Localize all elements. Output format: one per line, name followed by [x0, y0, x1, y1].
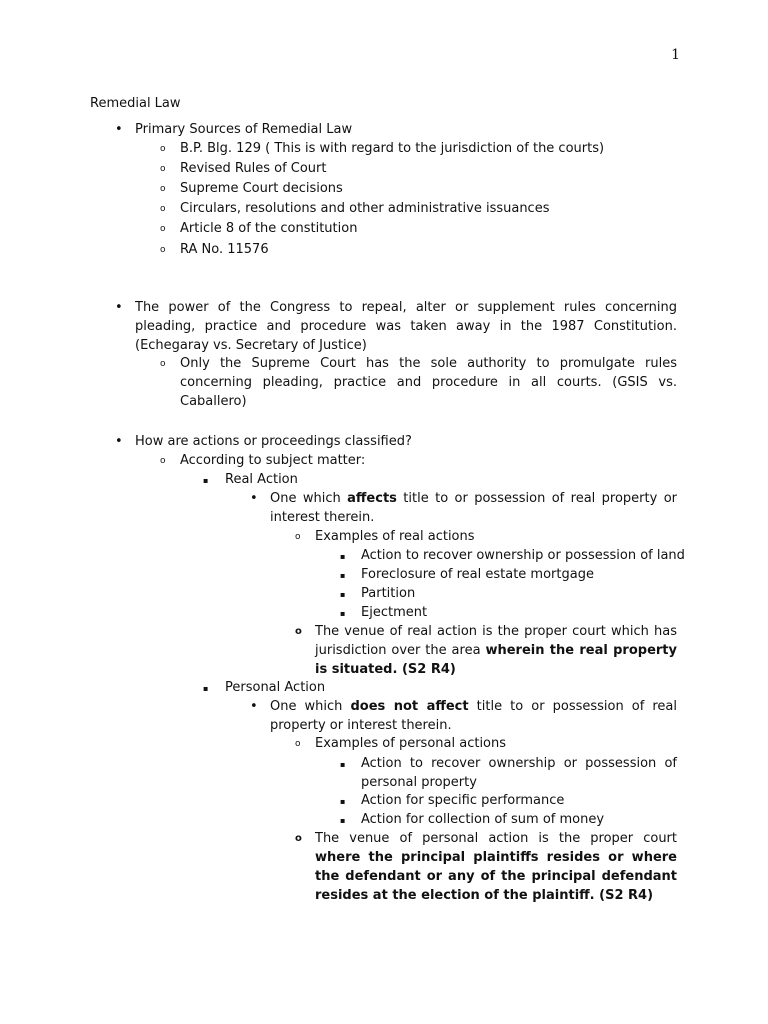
bullet-marker: •	[115, 122, 123, 137]
circle-marker: o	[160, 164, 166, 174]
example-item: Partition	[361, 586, 416, 601]
personal-action-definition	[270, 697, 677, 735]
square-marker: ▪	[340, 760, 346, 769]
real-action-venue	[315, 622, 677, 679]
circle-marker: o	[160, 204, 166, 214]
circle-marker: o	[160, 144, 166, 154]
section-heading: How are actions or proceedings classified?	[135, 434, 412, 449]
section-heading: Primary Sources of Remedial Law	[135, 122, 353, 137]
example-item: Action for specific performance	[361, 793, 565, 808]
example-item: Ejectment	[361, 605, 428, 620]
circle-marker: o	[160, 224, 166, 234]
square-marker: ▪	[203, 684, 209, 693]
sub-paragraph: Only the Supreme Court has the sole authority to promulgate rules concerning pleading, practice and procedure in all courts. (GSIS vs. Caballero)	[180, 356, 677, 409]
circle-marker: o	[160, 456, 166, 466]
example-item: Foreclosure of real estate mortgage	[361, 567, 594, 582]
square-marker: ▪	[340, 571, 346, 580]
bullet-marker: •	[115, 300, 123, 315]
circle-marker: o	[295, 739, 301, 749]
circle-marker: o	[160, 245, 166, 255]
definition-text: title to or possession of real property or interest therein.	[270, 699, 677, 733]
example-item: Action to recover ownership or possession of land	[361, 548, 685, 563]
circle-marker: o	[295, 833, 302, 844]
square-marker: ▪	[340, 609, 346, 618]
sub-heading: According to subject matter:	[180, 453, 366, 468]
examples-label: Examples of real actions	[315, 529, 475, 544]
venue-emphasis: where the principal plaintiffs resides or where the defendant or any of the principal defendant resides at the election of the plaintiff. (S2 R4)	[315, 850, 677, 903]
definition-text: One which	[270, 491, 348, 506]
definition-text: One which	[270, 699, 351, 714]
page-number: 1	[671, 47, 680, 63]
definition-text: title to or possession of real property or interest therein.	[270, 491, 677, 525]
venue-text: The venue of personal action is the proper court	[315, 831, 677, 846]
square-marker: ▪	[340, 816, 346, 825]
real-action-definition	[270, 489, 677, 527]
square-marker: ▪	[340, 797, 346, 806]
venue-emphasis: wherein the real property is situated. (S2 R4)	[315, 643, 677, 677]
document-title: Remedial Law	[90, 96, 181, 111]
list-item: B.P. Blg. 129 ( This is with regard to the jurisdiction of the courts)	[180, 141, 605, 156]
list-item: Supreme Court decisions	[180, 181, 343, 196]
circle-marker: o	[160, 184, 166, 194]
example-item: Action for collection of sum of money	[361, 812, 605, 827]
section-paragraph: The power of the Congress to repeal, alter or supplement rules concerning pleading, practice and procedure was taken away in the 1987 Constitution. (Echegaray vs. Secretary of Justice)	[135, 300, 677, 353]
circle-marker: o	[295, 532, 301, 542]
example-item: Action to recover ownership or possession of personal property	[361, 756, 677, 790]
bullet-marker: •	[115, 434, 123, 449]
definition-emphasis: does not affect	[350, 699, 469, 714]
circle-marker: o	[160, 359, 166, 369]
square-marker: ▪	[340, 590, 346, 599]
list-item: RA No. 11576	[180, 242, 269, 257]
list-item: Article 8 of the constitution	[180, 221, 358, 236]
bullet-marker: •	[250, 491, 258, 506]
venue-text: The venue of real action is the proper court which has jurisdiction over the area	[315, 624, 677, 658]
square-marker: ▪	[203, 476, 209, 485]
examples-label: Examples of personal actions	[315, 736, 507, 751]
personal-action-venue	[315, 829, 677, 905]
list-item: Revised Rules of Court	[180, 161, 327, 176]
personal-action-label: Personal Action	[225, 680, 326, 695]
real-action-label: Real Action	[225, 472, 298, 487]
list-item: Circulars, resolutions and other administrative issuances	[180, 201, 550, 216]
square-marker: ▪	[340, 552, 346, 561]
bullet-marker: •	[250, 699, 258, 714]
circle-marker: o	[295, 626, 302, 637]
definition-emphasis: affects	[347, 491, 397, 506]
